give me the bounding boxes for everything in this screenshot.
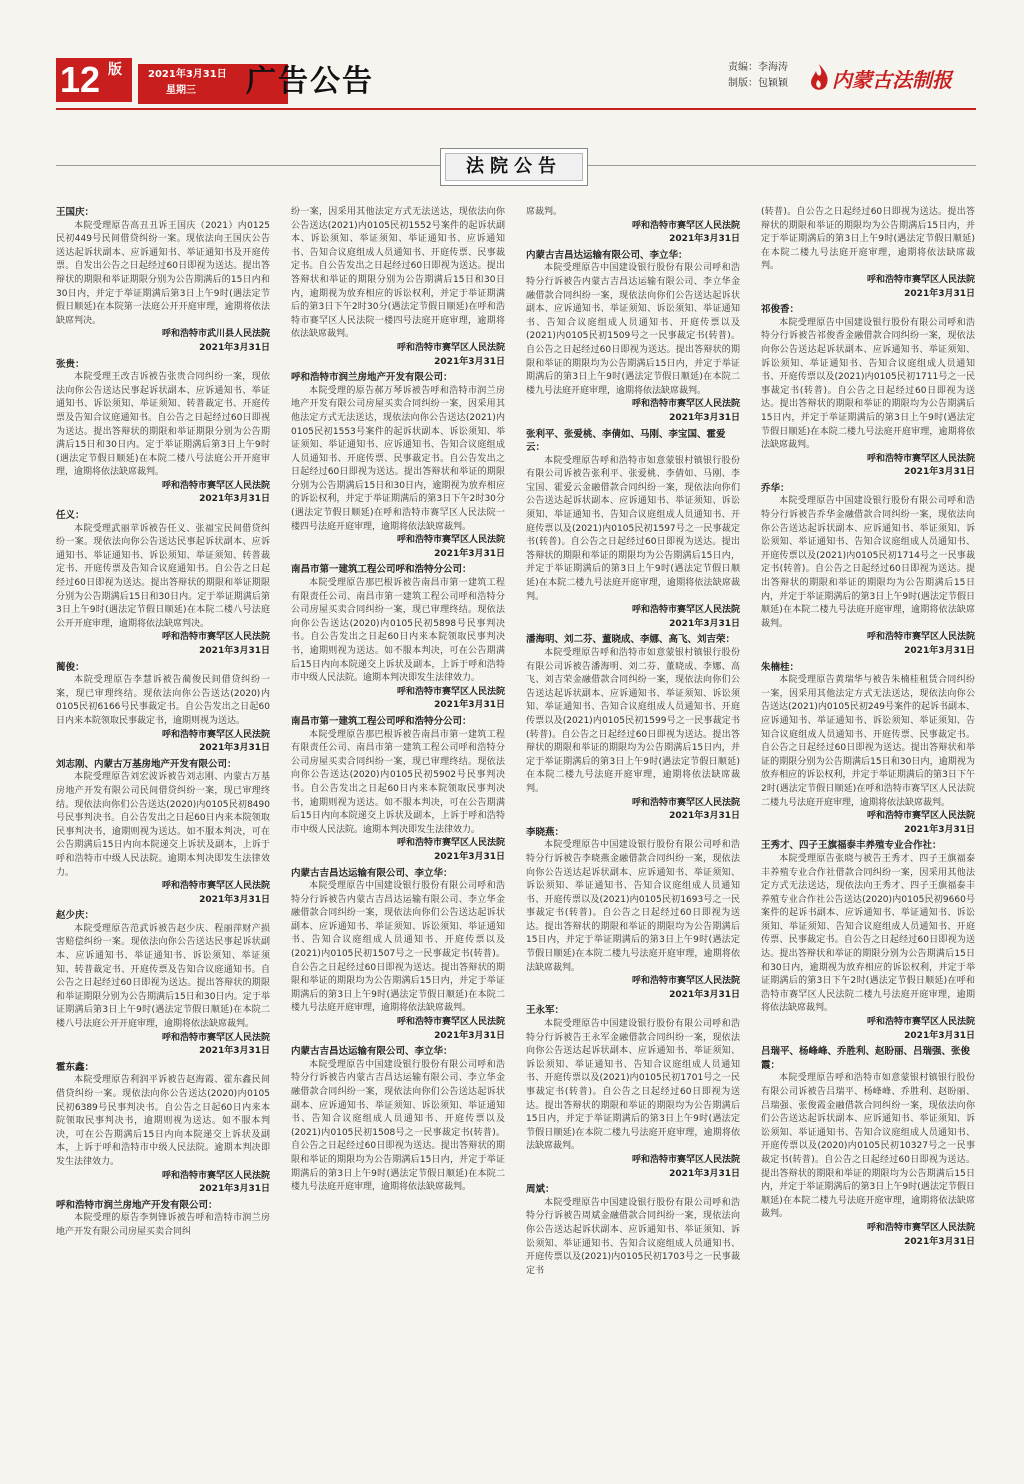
notice-court: 呼和浩特市赛罕区人民法院: [866, 1222, 975, 1233]
notice-addressee: 南昌市第一建筑工程公司呼和浩特分公司：: [291, 564, 472, 576]
notice-date: 2021年3月31日: [669, 618, 740, 629]
court-notice: [56, 909, 270, 1059]
notice-addressee: 南昌市第一建筑工程公司呼和浩特分公司：: [291, 715, 472, 727]
notice-body: 本院受理原告中国建设银行股份有限公司呼和浩特分行诉被告祁俊香金融借款合同纠纷一案，现依法向你公告送达起诉状副本、应诉通知书、举证须知、诉讼须知、举证通知书、告知合议庭组成人员通知书、开庭传票以及(2021)内0105民初1711号之一民事裁定书(转普)。自公告之日起经过60日即视为送达。提出答辩状的期限和举证的期限均为公告期满后15日内，并定于举证期满后的第3日上午9时(遇法定节假日顺延)在本院二楼九号法庭开庭审理，逾期将依法缺席裁判。: [761, 317, 975, 451]
notice-body: 本院受理原告呼和浩特市如意蒙银村镇银行股份有限公司诉被告张利平、张爱桃、李倩如、马刚、李宝国、霍爱云金融借款合同纠纷一案，现依法向你们公告送达起诉状副本、应诉通知书、举证须知、诉讼须知、举证通知书、告知合议庭组成人员通知书、开庭传票以及(2021)内0105民初1597号之一民事裁定书(转普)。自公告之日起经过60日即视为送达。提出答辩状的期限和举证的期限均为公告期满后15日内，并定于举证期满后的第3日上午9时(遇法定节假日顺延)在本院二楼九号法庭开庭审理，逾期将依法缺席裁判。: [526, 455, 740, 602]
notice-body: 本院受理王改吉诉被告张贵合同纠纷一案，现依法向你公告送达民事起诉状副本、应诉通知书、举证通知书、诉讼须知、举证须知、转普裁定书、开庭传票及告知合议庭通知书。自公告之日起经过60日即视为送达。提出答辩状的期限和举证期限分别为公告期满后15日和30日内。定于举证期满后第3日上午9时(遇法定节假日顺延)在本院二楼八号法庭公开开庭审理，逾期将依法缺席裁判。: [56, 372, 270, 478]
notice-court: 呼和浩特市赛罕区人民法院: [396, 1017, 505, 1028]
notice-court: 呼和浩特市赛罕区人民法院: [161, 1032, 270, 1043]
notice-date: 2021年3月31日: [669, 1168, 740, 1179]
notice-addressee: 呼和浩特市润兰房地产开发有限公司：: [291, 372, 453, 384]
notice-date: 2021年3月31日: [904, 1236, 975, 1247]
producer-name: 制版：包颖颖: [728, 78, 788, 89]
masthead: [56, 58, 976, 108]
newspaper-logo: [806, 60, 976, 96]
newspaper-name: 内蒙古法制报: [832, 68, 952, 92]
notice-addressee: 内蒙古吉昌达运输有限公司、李立华：: [526, 249, 688, 261]
notice-court: 呼和浩特市赛罕区人民法院: [631, 797, 740, 808]
court-notice: [56, 358, 270, 508]
notice-addressee: 内蒙古吉昌达运输有限公司、李立华：: [291, 1046, 453, 1058]
notice-body: 本院受理原告中国建设银行股份有限公司呼和浩特分行诉被告内蒙古吉昌达运输有限公司、李立华金融借款合同纠纷一案，现依法向你们公告送达起诉状副本、应诉通知书、举证须知、诉讼须知、举证通知书、告知合议庭组成人员通知书、开庭传票以及(2021)内0105民初1507号之一民事裁定书(转普)。自公告之日起经过60日即视为送达。提出答辩状的期限和举证的期限均为公告期满后15日内，并定于举证期满后的第3日上午9时(遇法定节假日顺延)在本院二楼九号法庭开庭审理，逾期将依法缺席裁判。: [291, 881, 505, 1014]
notice-date: 2021年3月31日: [904, 1030, 975, 1041]
notice-body: 本院受理原告范武诉被告赵少庆、程丽萍财产损害赔偿纠纷一案。现依法向你公告送达民事起诉状副本、应诉通知书、举证通知书、诉讼须知、举证须知、转普裁定书、开庭传票及告知合议庭通知书。自公告之日起经过60日即视为送达。提出答辩状的期限和举证期限分别为公告期满后15日和30日内。定于举证期满后第3日上午9时(遇法定节假日顺延)在本院二楼八号法庭公开开庭审理，逾期将依法缺席裁判。: [56, 923, 270, 1030]
court-notice-banner: [440, 148, 588, 186]
editor-credits: [728, 60, 788, 92]
notice-body: 本院受理原告中国建设银行股份有限公司呼和浩特分行诉被告王永军金融借款合同纠纷一案，现依法向你公告送达起诉状副本、应诉通知书、举证须知、诉讼须知、举证通知书、告知合议庭组成人员通知书、开庭传票以及(2021)内0105民初1701号之一民事裁定书(转普)。自公告之日起经过60日即视为送达。提出答辩状的期限和举证的期限均为公告期满后15日内，并定于举证期满后的第3日上午9时(遇法定节假日顺延)在本院二楼九号法庭开庭审理，逾期将依法缺席裁判。: [526, 1019, 740, 1152]
notice-addressee: 任义：: [56, 510, 85, 522]
court-notice: [761, 661, 975, 838]
notice-date: 2021年3月31日: [199, 646, 270, 656]
notice-body: 本院受理原告刘宏波诉被告刘志刚、内蒙古万基房地产开发有限公司民间借贷纠纷一案，现已审理终结。现依法向你们公告送达(2020)内0105民初8490号民事判决书。自公告发出之日起60日内来本院领取民事判决书，逾期则视为送达。如不服本判决，可在公告期满后15日内向本院递交上诉状及副本，上诉于呼和浩特市中级人民法院。逾期本判决即发生法律效力。: [56, 772, 270, 878]
notice-date: 2021年3月31日: [669, 412, 740, 423]
notice-court: 呼和浩特市赛罕区人民法院: [866, 632, 975, 643]
notice-date: 2021年3月31日: [669, 234, 740, 245]
notice-court: 呼和浩特市赛罕区人民法院: [396, 838, 505, 849]
notice-addressee: 潘海明、刘二芬、董晓成、李娜、高飞、刘吉荣：: [526, 634, 736, 646]
notice-body: 纷一案，因采用其他法定方式无法送达，现依法向你公告送达(2021)内0105民初1552号案件的起诉状副本、诉讼须知、举证须知、举证通知书、应诉通知书、告知合议庭组成人员通知书、开庭传票、民事裁定书。自公告发出之日起经过60日即视为送达。提出答辩状和举证的期限分别为公告期满后15日和30日内，逾期视为放弃相应的诉讼权利，并定于举证期满后的第3日下午2时30分(遇法定节假日顺延)在呼和浩特市赛罕区人民法院一楼四号法庭开庭审理，逾期将依法缺席裁判。: [291, 207, 505, 340]
court-notice: [526, 633, 740, 823]
court-notice: [526, 206, 740, 247]
notice-date: 2021年3月31日: [199, 743, 270, 754]
notice-addressee: 吕瑞平、杨峰峰、乔胜利、赵盼丽、吕瑞强、张俊霞：: [761, 1046, 971, 1071]
notice-body: 本院受理的原告郝万琴诉被告呼和浩特市润兰房地产开发有限公司房屋买卖合同纠纷一案，因采用其他法定方式无法送达，现依法向你公告送达(2021)内0105民初1553号案件的起诉状副本、诉讼须知、举证须知、举证通知书、应诉通知书、告知合议庭组成人员通知书、开庭传票、民事裁定书。自公告发出之日起经过60日即视为送达。提出答辩状和举证的期限分别为公告期满后15日和30日内，逾期视为放弃相应的诉讼权利，并定于举证期满后的第3日下午2时30分(遇法定节假日顺延)在呼和浩特市赛罕区人民法院一楼四号法庭开庭审理，逾期将依法缺席裁判。: [291, 385, 505, 532]
notice-addressee: 内蒙古吉昌达运输有限公司、李立华：: [291, 867, 453, 879]
notice-column-2: [291, 206, 505, 1476]
editor-name: 责编：李海涛: [728, 62, 788, 73]
notice-addressee: 王国庆：: [56, 207, 95, 218]
page-number-box: [56, 58, 132, 102]
notice-addressee: 乔华：: [761, 482, 790, 494]
notice-date: 2021年3月31日: [669, 811, 740, 822]
court-notice: [56, 661, 270, 756]
court-notice: [526, 1183, 740, 1278]
court-notice: [291, 1045, 505, 1195]
notice-body: 席裁判。: [526, 207, 563, 217]
court-notice: [526, 428, 740, 632]
issue-weekday: 星期三: [166, 85, 196, 96]
notice-date: 2021年3月31日: [199, 894, 270, 905]
notice-court: 呼和浩特市赛罕区人民法院: [631, 1154, 740, 1165]
notice-court: 呼和浩特市赛罕区人民法院: [161, 632, 270, 643]
header-rule: [56, 108, 976, 110]
issue-date: 2021年3月31日: [148, 69, 227, 80]
notice-date: 2021年3月31日: [904, 288, 975, 299]
notice-body: 本院受理原告黄瑞华与被告朱楠桂租赁合同纠纷一案，因采用其他法定方式无法送达，现依法向你公告送达(2021)内0105民初249号案件的起诉书副本、应诉通知书、举证通知书、诉讼须知、举证须知、告知合议庭组成人员通知书、开庭传票、民事裁定书。自公告之日起经过60日即视为送达。提出答辩状和举证的期限分别为公告期满后15日和30日内，逾期视为放弃相应的诉讼权利，并定于举证期满后的第3日下午2时(遇法定节假日顺延)在呼和浩特市赛罕区人民法院二楼九号法庭开庭审理，逾期将依法缺席裁判。: [761, 675, 975, 808]
notice-body: 本院受理原告中国建设银行股份有限公司呼和浩特分行诉被告周斌金融借款合同纠纷一案，现依法向你公告送达起诉状副本、应诉通知书、举证须知、诉讼须知、举证通知书、告知合议庭组成人员通知书、开庭传票以及(2021)内0105民初1703号之一民事裁定书: [526, 1197, 740, 1276]
notice-addressee: 王永军：: [526, 1005, 565, 1017]
notice-date: 2021年3月31日: [199, 1046, 270, 1057]
court-notice: [291, 371, 505, 561]
notice-body: 本院受理武丽苹诉被告任义、张福宝民间借贷纠纷一案。现依法向你公告送达民事起诉状副本、应诉通知书、举证通知书、诉讼须知、举证须知、转普裁定书、开庭传票及告知合议庭通知书。自公告之日起经过60日即视为送达。提出答辩状的期限和举证期限分别为公告期满后15日和30日内。定于举证期满后第3日上午9时(遇法定节假日顺延)在本院二楼八号法庭公开开庭审理，逾期将依法缺席判决。: [56, 523, 270, 629]
notice-date: 2021年3月31日: [434, 1030, 505, 1041]
notice-column-1: [56, 206, 270, 1476]
notice-body: 本院受理原告那巴根诉被告南昌市第一建筑工程有限责任公司、南昌市第一建筑工程公司呼和浩特分公司房屋买卖合同纠纷一案，现已审理终结。现依法向你公告送达(2020)内0105民初5902号民事判决书。自公告发出之日起60日内来本院领取民事判决书，逾期则视为送达。如不服本判决，可在公告期满后15日内向本院递交上诉状及副本，上诉于呼和浩特市中级人民法院。逾期本判决即发生法律效力。: [291, 729, 505, 835]
notice-body: 本院受理原告高丑丑诉王国庆（2021）内0125民初449号民间借贷纠纷一案。现依法向王国庆公告送达起诉状副本、应诉通知书、举证通知书及开庭传票。自发出公告之日起经过60日即视为送达。提出答辩状的期限和举证期限分别为公告期满后的15日内和30日内，并定于举证期满后第3日上午9时(遇法定节假日顺延)在本院第一法庭公开开庭审理，逾期将依法缺席判决。: [56, 220, 270, 326]
court-notice: [761, 839, 975, 1043]
court-notice: [761, 1045, 975, 1249]
notice-body: 本院受理原告那巴根诉被告南昌市第一建筑工程有限责任公司、南昌市第一建筑工程公司呼和浩特分公司房屋买卖合同纠纷一案，现已审理终结。现依法向你公告送达(2020)内0105民初5898号民事判决书。自公告发出之日起60日内来本院领取民事判决书，逾期则视为送达。如不服本判决，可在公告期满后15日内向本院递交上诉状及副本，上诉于呼和浩特市中级人民法院。逾期本判决即发生法律效力。: [291, 578, 505, 684]
notice-court: 呼和浩特市赛罕区人民法院: [631, 399, 740, 410]
notice-column-4: [761, 206, 975, 1476]
notice-court: 呼和浩特市武川县人民法院: [161, 329, 270, 340]
notice-date: 2021年3月31日: [434, 851, 505, 862]
notice-date: 2021年3月31日: [904, 824, 975, 835]
notice-date: 2021年3月31日: [199, 494, 270, 505]
notice-body: 本院受理原告中国建设银行股份有限公司呼和浩特分行诉被告内蒙古吉昌达运输有限公司、李立华金融借款合同纠纷一案，现依法向你们公告送达起诉状副本、应诉通知书、举证须知、诉讼须知、举证通知书、告知合议庭组成人员通知书、开庭传票以及(2021)内0105民初1509号之一民事裁定书(转普)。自公告之日起经过60日即视为送达。提出答辩状的期限和举证的期限均为公告期满后15日内，并定于举证期满后的第3日上午9时(遇法定节假日顺延)在本院二楼九号法庭开庭审理，逾期将依法缺席裁判。: [526, 263, 740, 396]
notice-body: (转普)。自公告之日起经过60日即视为送达。提出答辩状的期限和举证的期限均为公告期满后15日内，并定于举证期满后的第3日上午9时(遇法定节假日顺延)在本院二楼九号法庭开庭审理，逾期将依法缺席裁判。: [761, 207, 975, 272]
court-notice: [56, 758, 270, 908]
court-notice: [526, 826, 740, 1003]
notice-date: 2021年3月31日: [904, 646, 975, 656]
court-notice: [291, 867, 505, 1044]
notice-court: 呼和浩特市赛罕区人民法院: [631, 220, 740, 231]
banner-divider-right: [586, 165, 976, 166]
court-notice: [56, 509, 270, 659]
notice-body: 本院受理原告中国建设银行股份有限公司呼和浩特分行诉被告乔华金融借款合同纠纷一案，现依法向你公告送达起诉状副本、应诉通知书、举证须知、诉讼须知、举证通知书、告知合议庭组成人员通知书、开庭传票以及(2021)内0105民初1714号之一民事裁定书(转普)。自公告之日起经过60日即视为送达。提出答辩状的期限和举证的期限均为公告期满后15日内，并定于举证期满后的第3日上午9时(遇法定节假日顺延)在本院二楼九号法庭开庭审理，逾期将依法缺席裁判。: [761, 496, 975, 629]
notice-date: 2021年3月31日: [199, 342, 270, 353]
notice-court: 呼和浩特市赛罕区人民法院: [631, 976, 740, 987]
notice-date: 2021年3月31日: [434, 356, 505, 367]
notice-court: 呼和浩特市赛罕区人民法院: [161, 881, 270, 892]
court-notice: [56, 1199, 270, 1240]
notice-date: 2021年3月31日: [434, 548, 505, 559]
notice-body: 本院受理原告中国建设银行股份有限公司呼和浩特分行诉被告内蒙古吉昌达运输有限公司、李立华金融借款合同纠纷一案，现依法向你们公告送达起诉状副本、应诉通知书、举证须知、诉讼须知、举证通知书、告知合议庭组成人员通知书、开庭传票以及(2021)内0105民初1508号之一民事裁定书(转普)。自公告之日起经过60日即视为送达。提出答辩状的期限和举证的期限均为公告期满后15日内，并定于举证期满后的第3日上午9时(遇法定节假日顺延)在本院二楼九号法庭开庭审理，逾期将依法缺席裁判。: [291, 1059, 505, 1193]
court-notice: [761, 482, 975, 659]
notice-body: 本院受理原告呼和浩特市如意蒙银村镇银行股份有限公司诉被告潘海明、刘二芬、董晓成、李娜、高飞、刘吉荣金融借款合同纠纷一案，现依法向你们公告送达起诉状副本、应诉通知书、举证须知、诉讼须知、举证通知书、告知合议庭组成人员通知书、开庭传票以及(2021)内0105民初1599号之一民事裁定书(转普)。自公告之日起经过60日即视为送达。提出答辩状的期限和举证的期限均为公告期满后15日内，并定于举证期满后的第3日上午9时(遇法定节假日顺延)在本院二楼九号法庭开庭审理，逾期将依法缺席裁判。: [526, 648, 740, 794]
notice-body: 本院受理的原告李刿锋诉被告呼和浩特市润兰房地产开发有限公司房屋买卖合同纠: [56, 1213, 270, 1237]
notice-addressee: 张贵：: [56, 358, 85, 370]
court-notice: [526, 1004, 740, 1181]
notice-court: 呼和浩特市赛罕区人民法院: [631, 605, 740, 616]
court-notice: [291, 563, 505, 713]
banner-title: 法院公告: [466, 156, 562, 177]
notice-date: 2021年3月31日: [904, 467, 975, 478]
notice-court: 呼和浩特市赛罕区人民法院: [161, 1170, 270, 1181]
notice-addressee: 蔺俊：: [56, 661, 85, 673]
notice-addressee: 王秀才、四子王旗福泰丰养殖专业合作社：: [761, 840, 942, 852]
notice-addressee: 周斌：: [526, 1184, 555, 1196]
notice-court: 呼和浩特市赛罕区人民法院: [161, 729, 270, 740]
notice-court: 呼和浩特市赛罕区人民法院: [866, 274, 975, 285]
notice-addressee: 赵少庆：: [56, 910, 95, 922]
notice-court: 呼和浩特市赛罕区人民法院: [396, 686, 505, 697]
notice-court: 呼和浩特市赛罕区人民法院: [866, 811, 975, 822]
notice-date: 2021年3月31日: [434, 700, 505, 711]
notice-addressee: 朱楠桂：: [761, 661, 800, 673]
notice-body: 本院受理原告利润平诉被告赵海霞、霍东鑫民间借贷纠纷一案。现依法向你公告送达(2020)内0105民初6389号民事判决书。自公告之日起60日内来本院领取民事判决书，逾期则视为送达。如不服本判决，可在公告期满后15日内向本院递交上诉状及副本，上诉于呼和浩特市中级人民法院。逾期本判决即发生法律效力。: [56, 1075, 270, 1167]
court-notice: [761, 206, 975, 301]
notice-addressee: 刘志刚、内蒙古万基房地产开发有限公司：: [56, 758, 237, 770]
notice-date: 2021年3月31日: [199, 1184, 270, 1195]
notice-body: 本院受理原告呼和浩特市如意蒙银村镇银行股份有限公司诉被告吕瑞平、杨峰峰、乔胜利、赵盼丽、吕瑞强、张俊霞金融借款合同纠纷一案，现依法向你们公告送达起诉状副本、应诉通知书、举证须知、诉讼须知、举证通知书、告知合议庭组成人员通知书、开庭传票以及(2020)内0105民初10327号之一民事裁定书(转普)。自公告之日起经过60日即视为送达。提出答辩状的期限和举证的期限均为公告期满后15日内，并定于举证期满后的第3日上午9时(遇法定节假日顺延)在本院二楼九号法庭开庭审理，逾期将依法缺席裁判。: [761, 1073, 975, 1220]
section-title: 广告公告: [246, 64, 374, 99]
page-suffix: 版: [108, 62, 122, 78]
court-notice: [761, 303, 975, 480]
notice-body: 本院受理原告张晓与被告王秀才、四子王旗福泰丰养殖专业合作社借款合同纠纷一案，因采用其他法定方式无法送达，现依法向王秀才、四子王旗福泰丰养殖专业合作社公告送达(2020)内0105民初9660号案件的起诉书副本、应诉通知书、举证通知书、诉讼须知、举证须知、告知合议庭组成人员通知书、开庭传票、民事裁定书。自公告之日起经过60日即视为送达。提出答辩状和举证的期限分别为公告期满后15日和30日内，逾期视为放弃相应的诉讼权利，并定于举证期满后的第3日下午2时(遇法定节假日顺延)在呼和浩特市赛罕区人民法院二楼九号法庭开庭审理，逾期将依法缺席裁判。: [761, 853, 975, 1014]
court-notice: [291, 206, 505, 369]
notice-court: 呼和浩特市赛罕区人民法院: [866, 453, 975, 464]
flame-logo-icon: [806, 62, 832, 92]
court-notice: [56, 1061, 270, 1197]
notice-date: 2021年3月31日: [669, 989, 740, 1000]
notice-court: 呼和浩特市赛罕区人民法院: [866, 1017, 975, 1028]
notice-addressee: 呼和浩特市润兰房地产开发有限公司：: [56, 1199, 218, 1211]
notice-body: 本院受理原告李慧诉被告蔺俊民间借贷纠纷一案，现已审理终结。现依法向你公告送达(2020)内0105民初6166号民事裁定书。自公告发出之日起60日内来本院领取民事裁定书，逾期则视为送达。: [56, 675, 270, 726]
court-notice: [526, 249, 740, 426]
notice-addressee: 张利平、张爱桃、李倩如、马刚、李宝国、霍爱云：: [526, 428, 726, 454]
notice-body: 本院受理原告中国建设银行股份有限公司呼和浩特分行诉被告李晓燕金融借款合同纠纷一案，现依法向你公告送达起诉状副本、应诉通知书、举证须知、诉讼须知、举证通知书、告知合议庭组成人员通知书、开庭传票以及(2021)内0105民初1693号之一民事裁定书(转普)。自公告之日起经过60日即视为送达。提出答辩状的期限和举证的期限均为公告期满后15日内，并定于举证期满后的第3日上午9时(遇法定节假日顺延)在本院二楼九号法庭开庭审理，逾期将依法缺席裁判。: [526, 840, 740, 973]
page-number: 12: [60, 59, 101, 100]
notice-column-3: [526, 206, 740, 1476]
notice-court: 呼和浩特市赛罕区人民法院: [396, 342, 505, 353]
notice-addressee: 祁俊香：: [761, 304, 800, 316]
banner-divider-left: [56, 165, 440, 166]
notice-court: 呼和浩特市赛罕区人民法院: [161, 480, 270, 491]
notice-addressee: 霍东鑫：: [56, 1061, 95, 1073]
notice-court: 呼和浩特市赛罕区人民法院: [396, 535, 505, 546]
court-notice: [291, 715, 505, 865]
court-notice: [56, 206, 270, 356]
notice-addressee: 李晓燕：: [526, 826, 565, 838]
